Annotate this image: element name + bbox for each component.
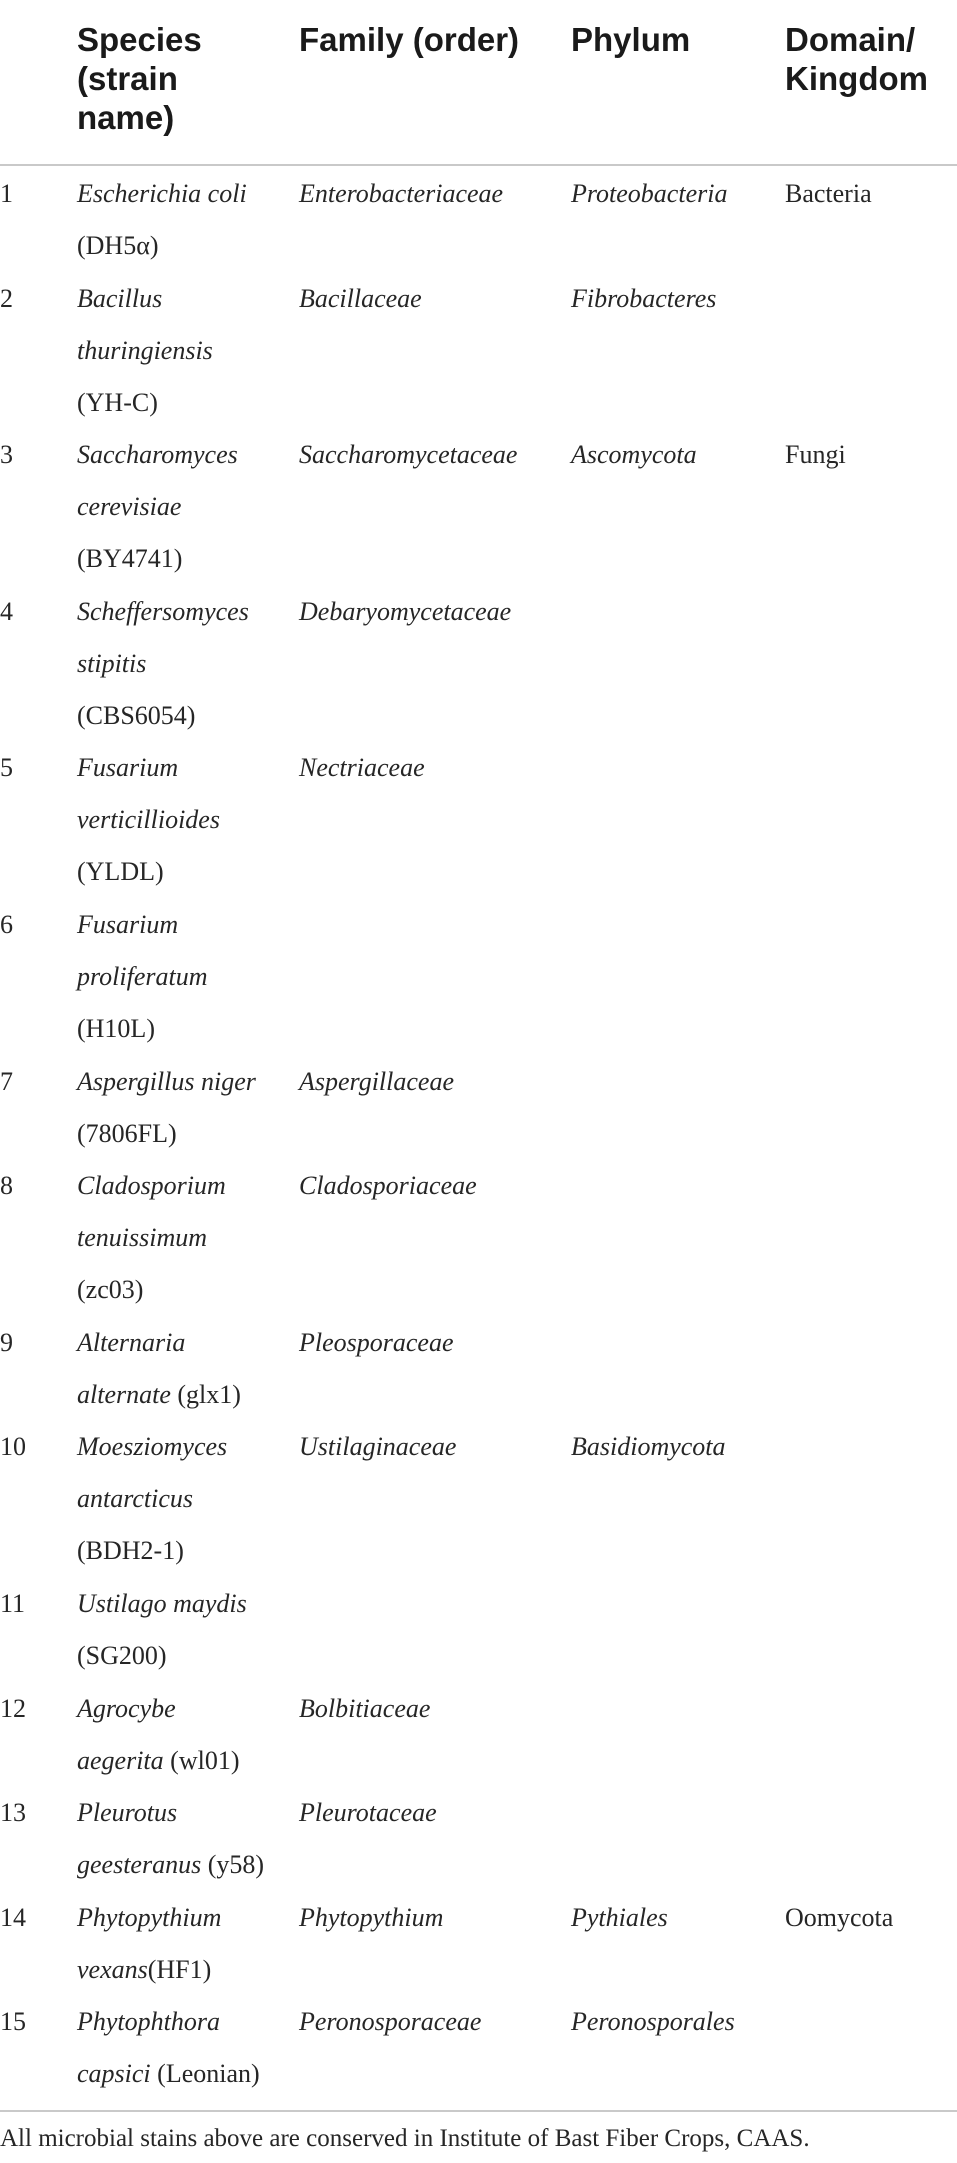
phylum-cell: Fibrobacteres — [571, 283, 717, 313]
strain-name: (7806FL) — [77, 1118, 177, 1148]
species-line — [77, 1578, 247, 1630]
strain-name: (CBS6054) — [77, 700, 196, 730]
phylum-cell: Proteobacteria — [571, 179, 728, 208]
species-name: Ustilago maydis — [77, 1589, 247, 1618]
family-cell: Nectriaceae — [299, 753, 425, 783]
family-cell: Saccharomycetaceae — [299, 440, 518, 470]
strain-name: (wl01) — [163, 1745, 240, 1775]
species-cell — [77, 1421, 227, 1577]
strain-name: (BY4741) — [77, 544, 183, 574]
species-name: Aspergillus niger — [77, 1066, 256, 1096]
header-divider — [0, 164, 957, 166]
species-line — [77, 846, 220, 898]
species-line — [77, 1996, 260, 2048]
domain-cell: Oomycota — [785, 1902, 894, 1932]
species-line — [77, 1683, 239, 1735]
species-cell — [77, 1787, 264, 1891]
domain-cell: Bacteria — [785, 179, 872, 208]
phylum-cell: Pythiales — [571, 1902, 668, 1932]
row-number: 4 — [0, 596, 13, 626]
table-row — [0, 1892, 957, 1996]
species-line — [77, 1735, 239, 1787]
species-line — [77, 1525, 227, 1577]
species-line — [77, 377, 213, 429]
phylum-cell: Ascomycota — [571, 440, 697, 470]
species-line — [77, 899, 207, 951]
species-name: Escherichia coli — [77, 179, 247, 208]
species-line — [77, 794, 220, 846]
family-cell: Bolbitiaceae — [299, 1693, 431, 1723]
row-number: 10 — [0, 1432, 26, 1462]
strain-name: (DH5α) — [77, 231, 159, 260]
species-cell — [77, 168, 247, 272]
family-cell: Debaryomycetaceae — [299, 596, 512, 626]
header-species-line: (strain — [77, 60, 178, 97]
family-cell: Phytopythium — [299, 1902, 444, 1932]
row-number: 6 — [0, 910, 13, 939]
strain-name: (SG200) — [77, 1641, 167, 1670]
family-cell: Bacillaceae — [299, 283, 422, 313]
table-row — [0, 1787, 957, 1891]
species-name: Moesziomyces — [77, 1432, 228, 1462]
species-line — [77, 533, 238, 585]
species-line — [77, 1944, 221, 1996]
species-cell — [77, 1892, 221, 1996]
species-line — [77, 1160, 226, 1212]
species-name: geesteranus — [77, 1850, 202, 1880]
header-family: Family (order) — [299, 21, 520, 58]
family-cell: Ustilaginaceae — [299, 1432, 457, 1462]
table-row — [0, 1160, 957, 1316]
table-row — [0, 1317, 957, 1421]
species-cell — [77, 1056, 256, 1160]
species-name: Agrocybe — [77, 1693, 176, 1723]
species-name: Fusarium — [77, 753, 179, 783]
species-name: Fusarium — [77, 910, 179, 939]
species-line — [77, 1473, 227, 1525]
species-line — [77, 1421, 227, 1473]
row-number: 14 — [0, 1902, 26, 1932]
row-number: 8 — [0, 1171, 13, 1201]
strain-name: (H10L) — [77, 1014, 155, 1043]
domain-cell: Fungi — [785, 440, 846, 470]
species-line — [77, 1787, 264, 1839]
species-line — [77, 1212, 226, 1264]
row-number: 5 — [0, 753, 13, 783]
table-row — [0, 273, 957, 429]
species-name: verticillioides — [77, 805, 220, 835]
species-name: stipitis — [77, 648, 147, 678]
species-name: alternate — [77, 1379, 171, 1409]
species-name: antarcticus — [77, 1484, 194, 1514]
species-line — [77, 1003, 207, 1055]
row-number: 7 — [0, 1066, 13, 1096]
species-line — [77, 429, 238, 481]
species-cell — [77, 273, 213, 429]
header-domain-line: Kingdom — [785, 60, 928, 97]
species-line — [77, 1264, 226, 1316]
species-name: Pleurotus — [77, 1798, 178, 1828]
species-line — [77, 1108, 256, 1160]
strain-name: (YLDL) — [77, 857, 164, 887]
row-number: 1 — [0, 179, 13, 208]
species-name: Phytopythium — [77, 1902, 222, 1932]
header-species-line: Species — [77, 21, 202, 58]
footer-divider — [0, 2110, 957, 2112]
table-row — [0, 1056, 957, 1160]
species-line — [77, 2048, 260, 2100]
phylum-cell: Peronosporales — [571, 2007, 735, 2037]
species-line — [77, 273, 213, 325]
strain-name: (zc03) — [77, 1275, 144, 1305]
family-cell: Pleurotaceae — [299, 1798, 437, 1828]
species-line — [77, 325, 213, 377]
header-species — [77, 20, 202, 137]
species-line — [77, 690, 249, 742]
species-name: tenuissimum — [77, 1223, 207, 1253]
species-name: Scheffersomyces — [77, 596, 249, 626]
species-line — [77, 586, 249, 638]
table-row — [0, 899, 957, 1055]
family-cell: Cladosporiaceae — [299, 1171, 477, 1201]
row-number: 13 — [0, 1798, 26, 1828]
strain-name: (YH-C) — [77, 387, 158, 417]
header-phylum: Phylum — [571, 21, 691, 58]
species-cell — [77, 1578, 247, 1682]
species-name: capsici — [77, 2059, 151, 2089]
species-cell — [77, 1996, 260, 2100]
species-cell — [77, 429, 238, 585]
species-line — [77, 951, 207, 1003]
table-row — [0, 168, 957, 272]
species-line — [77, 1630, 247, 1682]
table-row — [0, 429, 957, 585]
species-line — [77, 1369, 241, 1421]
species-line — [77, 1056, 256, 1108]
table-footnote: All microbial stains above are conserved in Institute of Bast Fiber Crops, CAAS. — [0, 2125, 810, 2152]
species-line — [77, 742, 220, 794]
species-line — [77, 481, 238, 533]
phylum-cell: Basidiomycota — [571, 1432, 726, 1462]
strain-name: (glx1) — [170, 1379, 241, 1409]
species-cell — [77, 1317, 241, 1421]
species-name: Phytophthora — [77, 2007, 220, 2037]
species-name: thuringiensis — [77, 335, 213, 365]
row-number: 11 — [0, 1589, 26, 1618]
species-cell — [77, 586, 249, 742]
species-line — [77, 220, 247, 272]
species-line — [77, 168, 247, 220]
row-number: 12 — [0, 1693, 26, 1723]
species-line — [77, 1839, 264, 1891]
header-domain-line: Domain/ — [785, 21, 916, 58]
species-cell — [77, 899, 207, 1055]
table-row — [0, 742, 957, 898]
row-number: 9 — [0, 1327, 13, 1357]
table-row — [0, 1421, 957, 1577]
table-row — [0, 1578, 957, 1682]
species-name: Saccharomyces — [77, 440, 238, 470]
strain-name: (HF1) — [147, 1954, 212, 1984]
row-number: 2 — [0, 283, 13, 313]
family-cell: Peronosporaceae — [299, 2007, 482, 2037]
family-cell: Aspergillaceae — [299, 1066, 454, 1096]
species-line — [77, 1892, 221, 1944]
header-domain — [785, 20, 928, 98]
species-name: Bacillus — [77, 283, 163, 313]
species-name: Alternaria — [77, 1327, 186, 1357]
species-name: aegerita — [77, 1745, 164, 1775]
strain-name: (Leonian) — [150, 2059, 260, 2089]
table-row — [0, 1996, 957, 2100]
species-cell — [77, 1160, 226, 1316]
strain-name: (BDH2-1) — [77, 1536, 184, 1566]
table-row — [0, 1683, 957, 1787]
species-name: vexans — [77, 1954, 148, 1984]
species-name: proliferatum — [77, 962, 208, 991]
family-cell: Pleosporaceae — [299, 1327, 454, 1357]
table-header-row — [0, 0, 957, 166]
species-line — [77, 1317, 241, 1369]
species-cell — [77, 1683, 239, 1787]
family-cell: Enterobacteriaceae — [299, 179, 504, 208]
strain-name: (y58) — [201, 1850, 265, 1880]
species-cell — [77, 742, 220, 898]
species-name: Cladosporium — [77, 1171, 226, 1201]
header-species-line: name) — [77, 99, 175, 136]
species-line — [77, 638, 249, 690]
table-row — [0, 586, 957, 742]
row-number: 15 — [0, 2007, 26, 2037]
row-number: 3 — [0, 440, 13, 470]
species-name: cerevisiae — [77, 492, 182, 522]
